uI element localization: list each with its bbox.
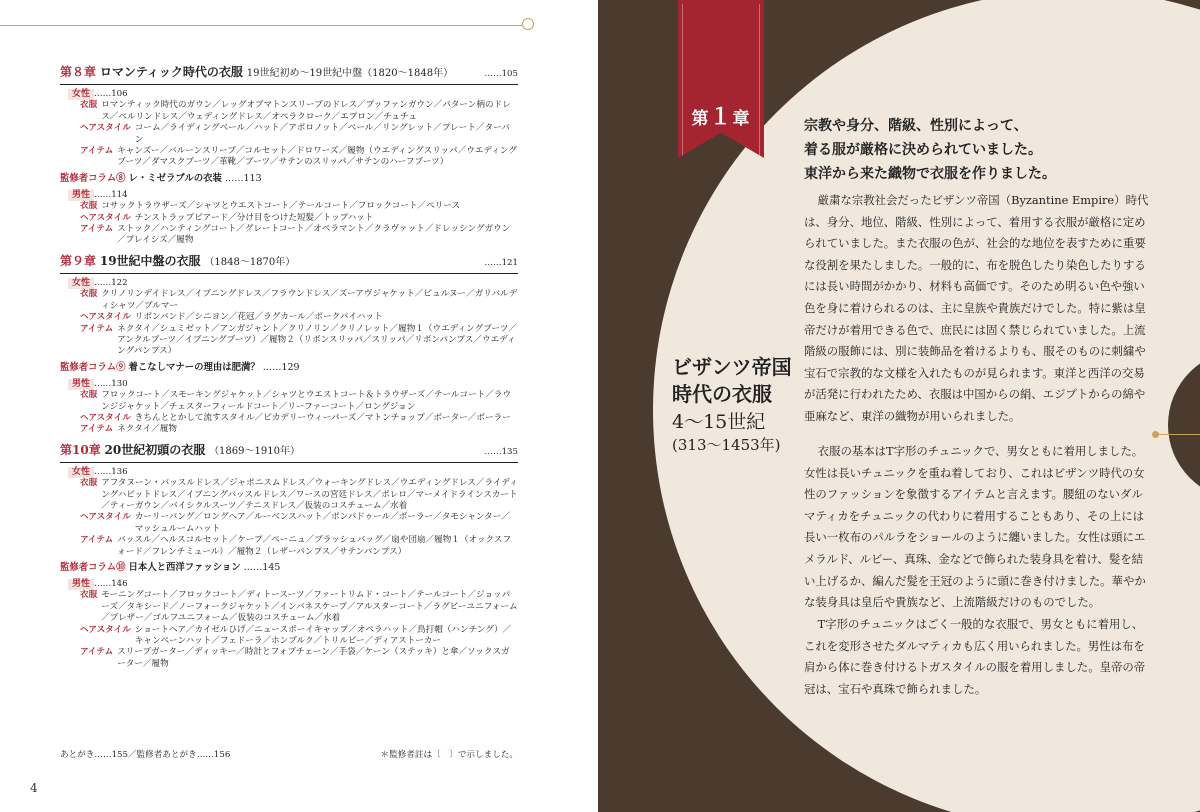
toc-item xyxy=(80,123,518,146)
century-label: 4～15世紀 xyxy=(672,411,766,433)
item-text: ロマンティック時代のガウン／レッグオブマトンスリーブのドレス／プッファンガウン／パターン柄のドレス／ペルリンドレス／ウェディングドレス／オペラクローク／エプロン／チュチュ xyxy=(101,100,511,122)
toc-item xyxy=(80,146,518,169)
intro-line: 着る服が厳格に決められていました。 xyxy=(804,142,1042,158)
item-text: モーニングコート／フロックコート／ディトースーツ／ファートリムド・コート／テールコート／ジョッパーズ／タキシード／ノーフォークジャケット／インバネスケープ／アルスターコート／ラグビーユニフォーム／ブレザー／ゴルフユニフォーム／仮装のコスチューム／水着 xyxy=(101,590,518,624)
item-text: キャンズー／バルーンスリーブ／コルセット／ドロワーズ／履物（ウエディングスリッパ／ウエディングブーツ／ダマスクブーツ／革靴／ブーツ／サテンのスリッパ／サテンのハーフブーツ） xyxy=(117,146,517,168)
toc-item xyxy=(80,512,518,535)
top-rule xyxy=(0,25,522,26)
section-male xyxy=(68,579,518,670)
gender-badge: 男性 xyxy=(68,579,94,590)
toc-item xyxy=(80,324,518,358)
item-text: コサックトラウザーズ／シャツとウエストコート／テールコート／フロックコート／ペリース xyxy=(101,201,461,212)
chapter-subtitle: （1869～1910年） xyxy=(209,445,300,457)
supervisor-column[interactable] xyxy=(60,172,518,185)
section-page: ……114 xyxy=(94,189,128,200)
item-label: ヘアスタイル xyxy=(80,624,131,635)
column-page: ……113 xyxy=(224,172,262,184)
chapter-title: 19世紀中盤の衣服 xyxy=(99,253,201,268)
page-number: 4 xyxy=(30,781,38,795)
body-paragraph: 衣服の基本はT字形のチュニックで、男女ともに着用しました。女性は長いチュニックを重ね着しており、これはビザンツ時代の女性のファッションを象徴するアイテムと言えます。腰紐のないダルマティカをチュニックの代わりに着用することもあり、その上には長い一枚布のパルラをショールのように纏いました。女性は頭にエメラルド、ルビー、真珠、金などで飾られた装身具を着け、髪を結い上げるか、編んだ髪を王冠のように頭に巻き付けました。華やかな装身具は皇后や貴族など、上流階級だけのものでした。 xyxy=(804,444,1146,610)
item-text: ショートヘア／カイゼルひげ／ニュースボーイキャップ／オペラハット／鳥打帽（ハンチング）／キャンペーンハット／フェドーラ／ホンブルク／トリルビー／ディアストーカー xyxy=(134,624,512,647)
toc-item xyxy=(80,478,518,512)
item-label: 衣服 xyxy=(80,390,98,401)
item-label: 衣服 xyxy=(80,478,98,489)
column-title: 日本人と西洋ファッション xyxy=(128,562,241,573)
section-male xyxy=(68,190,518,247)
chapter-subtitle: （1848～1870年） xyxy=(204,256,296,268)
chapter-label: 第10章 xyxy=(60,442,101,457)
column-title: レ・ミゼラブルの衣装 xyxy=(128,172,222,184)
column-page: ……129 xyxy=(262,361,300,373)
item-text: カーリーバング／ロングヘア／ルーベンスハット／ポンパドゥール／ボーラー／タモシャンター／マッシュルームハット xyxy=(134,512,510,534)
item-label: アイテム xyxy=(80,146,114,157)
item-text: ストック／ハンティングコート／グレートコート／オペラマント／クラヴァット／ドレッシングガウン／プレイシズ／履物 xyxy=(117,224,511,246)
ribbon-prefix: 第 xyxy=(691,109,710,129)
item-text: きちんととかして流すスタイル／ピカデリーウィーパーズ／マトンチョップ／ボーター／ボーラー xyxy=(134,412,511,423)
toc-item xyxy=(80,312,518,323)
toc-item xyxy=(80,224,518,247)
gender-badge: 男性 xyxy=(68,190,94,201)
column-label: 監修者コラム⑩ xyxy=(60,562,126,573)
item-text: スリーブガーター／ディッキー／時計とフォブチェーン／手袋／ケーン（ステッキ）と傘／ソックスガーター／履物 xyxy=(117,647,510,669)
toc-item xyxy=(80,100,518,123)
toc-item xyxy=(80,590,518,624)
intro-line: 宗教や身分、階級、性別によって、 xyxy=(804,118,1028,134)
item-label: ヘアスタイル xyxy=(80,312,131,323)
item-text: バッスル／ヘルスコルセット／ケープ／ペーニュ／ブラッシュバッグ／扇や団扇／履物１（オックスフォード／フレンチミュール）／履物２（レザーパンプス／サテンパンプス） xyxy=(117,535,512,557)
item-label: アイテム xyxy=(80,323,114,334)
intro-line: 東洋から来た織物で衣服を作りました。 xyxy=(804,166,1056,182)
toc-item xyxy=(80,413,518,424)
title-line-2: 時代の衣服 xyxy=(672,382,772,406)
item-label: アイテム xyxy=(80,535,114,546)
toc-item xyxy=(80,213,518,224)
item-label: ヘアスタイル xyxy=(80,123,131,134)
item-text: ネクタイ／シュミゼット／アンガジャント／クリノリン／クリノレット／履物１（ウエディングブーツ／アンクルブーツ／イブニングブーツ）／履物２（リボンスリッパ／スリッパ／リボンパンプス／ウエディングパンプス） xyxy=(117,323,517,357)
title-line-1: ビザンツ帝国 xyxy=(672,355,792,379)
item-label: ヘアスタイル xyxy=(80,412,131,423)
chapter-subtitle: 19世紀初め～19世紀中盤（1820～1848年） xyxy=(246,68,454,79)
item-label: ヘアスタイル xyxy=(80,212,131,223)
editor-note: ＊監修者註は〔 〕で示しました。 xyxy=(380,750,518,760)
gold-dot xyxy=(1152,431,1159,438)
section-page: ……106 xyxy=(94,89,128,99)
toc-item xyxy=(80,390,518,413)
gender-badge: 女性 xyxy=(68,278,94,289)
item-label: 衣服 xyxy=(80,590,98,601)
section-female xyxy=(68,467,518,558)
section-male xyxy=(68,379,518,436)
table-of-contents xyxy=(60,64,518,673)
item-text: コーム／ライディングベール／ハット／アポロノット／ベール／リングレット／プレート／ターバン xyxy=(134,123,510,145)
column-label: 監修者コラム⑧ xyxy=(60,172,126,184)
chapter-page: ……105 xyxy=(484,69,518,79)
chapter-label: 第９章 xyxy=(60,253,97,268)
chapter-title: ロマンティック時代の衣服 xyxy=(99,65,243,79)
ribbon-number: １ xyxy=(709,104,733,130)
toc-item xyxy=(80,289,518,312)
section-page: ……130 xyxy=(94,378,128,389)
chapter-page: ……121 xyxy=(484,257,518,268)
item-text: クリノリンデイドレス／イブニングドレス／フラウンドレス／ズーアヴジャケット／ピュルヌー／ガリバルディシャツ／ブルマー xyxy=(101,289,518,311)
item-text: チンストラップビアード／分け目をつけた短髪／トップハット xyxy=(134,212,374,223)
right-page xyxy=(598,0,1200,812)
column-title: 着こなしマナーの理由は肥満？ xyxy=(128,361,260,373)
chapter-heading-8[interactable] xyxy=(60,64,518,85)
gold-rule xyxy=(1155,434,1200,435)
chapter-title: 20世紀初頭の衣服 xyxy=(104,442,206,457)
afterword-entry[interactable]: あとがき……155／監修者あとがき……156 xyxy=(60,750,231,760)
gender-badge: 女性 xyxy=(68,467,94,478)
years-label: (313～1453年) xyxy=(672,436,781,454)
item-label: 衣服 xyxy=(80,289,98,300)
supervisor-column[interactable] xyxy=(60,361,518,374)
section-page: ……122 xyxy=(94,277,128,288)
chapter-heading-9[interactable] xyxy=(60,253,518,274)
item-text: アフタヌーン・バッスルドレス／ジャポニスムドレス／ウォーキングドレス／ウエディングドレス／ライディングハビットドレス／イブニングバッスルドレス／ワースの宮廷ドレス／ポレロ／マーメイドラインスカート／ティーガウン／バイシクルスーツ／テニスドレス／仮装のコスチューム／水着 xyxy=(101,478,518,511)
item-text: フロックコート／スモーキングジャケット／シャツとウエストコート＆トラウザーズ／テールコート／ラウンジジャケット／チェスターフィールドコート／リーファーコート／ロングジョン xyxy=(101,390,512,412)
toc-item xyxy=(80,647,518,670)
toc-item xyxy=(80,424,518,435)
section-female xyxy=(68,89,518,169)
section-page: ……146 xyxy=(94,579,128,589)
item-label: アイテム xyxy=(80,647,114,658)
column-label: 監修者コラム⑨ xyxy=(60,361,126,373)
item-text: ネクタイ／履物 xyxy=(117,424,177,435)
chapter-page: ……135 xyxy=(484,446,518,457)
item-text: リボンバンド／シニヨン／花冠／ラグカール／ポークパイハット xyxy=(134,312,383,323)
ribbon-suffix: 章 xyxy=(732,109,751,129)
body-paragraph: T字形のチュニックはごく一般的な衣服で、男女ともに着用し、これを変形させたダルマティカも広く用いられました。男性は布を肩から体に巻き付けるトガスタイルの服を着用しました。皇帝の帝冠は、宝石や真珠で飾られました。 xyxy=(804,617,1146,696)
item-label: アイテム xyxy=(80,224,114,235)
chapter-label: 第８章 xyxy=(60,65,97,79)
item-label: アイテム xyxy=(80,424,114,435)
section-page: ……136 xyxy=(94,466,128,477)
chapter-badge xyxy=(678,100,764,131)
gender-badge: 男性 xyxy=(68,379,94,390)
gender-badge: 女性 xyxy=(68,89,94,100)
chapter-side-title xyxy=(672,354,802,456)
section-female xyxy=(68,278,518,358)
toc-footer xyxy=(60,748,518,760)
chapter-heading-10[interactable] xyxy=(60,442,518,463)
chapter-intro xyxy=(804,114,1144,186)
item-label: 衣服 xyxy=(80,100,98,111)
left-page xyxy=(0,0,598,812)
item-label: ヘアスタイル xyxy=(80,512,131,523)
top-rule-circle xyxy=(522,18,534,30)
toc-item xyxy=(80,201,518,212)
column-page: ……145 xyxy=(243,562,281,573)
body-paragraph: 厳粛な宗教社会だったビザンツ帝国（Byzantine Empire）時代は、身分、地位、階級、性別によって、着用する衣服が厳格に定められていました。また衣服の色が、社会的な地位を表すために重要な役割を果たしました。一般的に、布を脱色したり染色したりするには長い時間がかかり、材料も高価です。そのため明るい色や強い色を身に着けられるのは、主に皇族や貴族だけでした。特に紫は皇帝だけが着用できる色で、庶民には固く禁じられていました。上流階級の服飾には、別に装飾品を着けるよりも、服そのものに刺繍や宝石で宗教的な文様を入れたものが見られます。東洋と西洋の交易が活発に行われたため、衣服は中国からの絹、エジプトからの綿や亜麻など、東洋の織物が用いられました。 xyxy=(804,193,1149,423)
item-label: 衣服 xyxy=(80,201,98,212)
toc-item xyxy=(80,535,518,558)
supervisor-column[interactable] xyxy=(60,561,518,574)
toc-item xyxy=(80,625,518,648)
chapter-ribbon xyxy=(678,0,764,158)
